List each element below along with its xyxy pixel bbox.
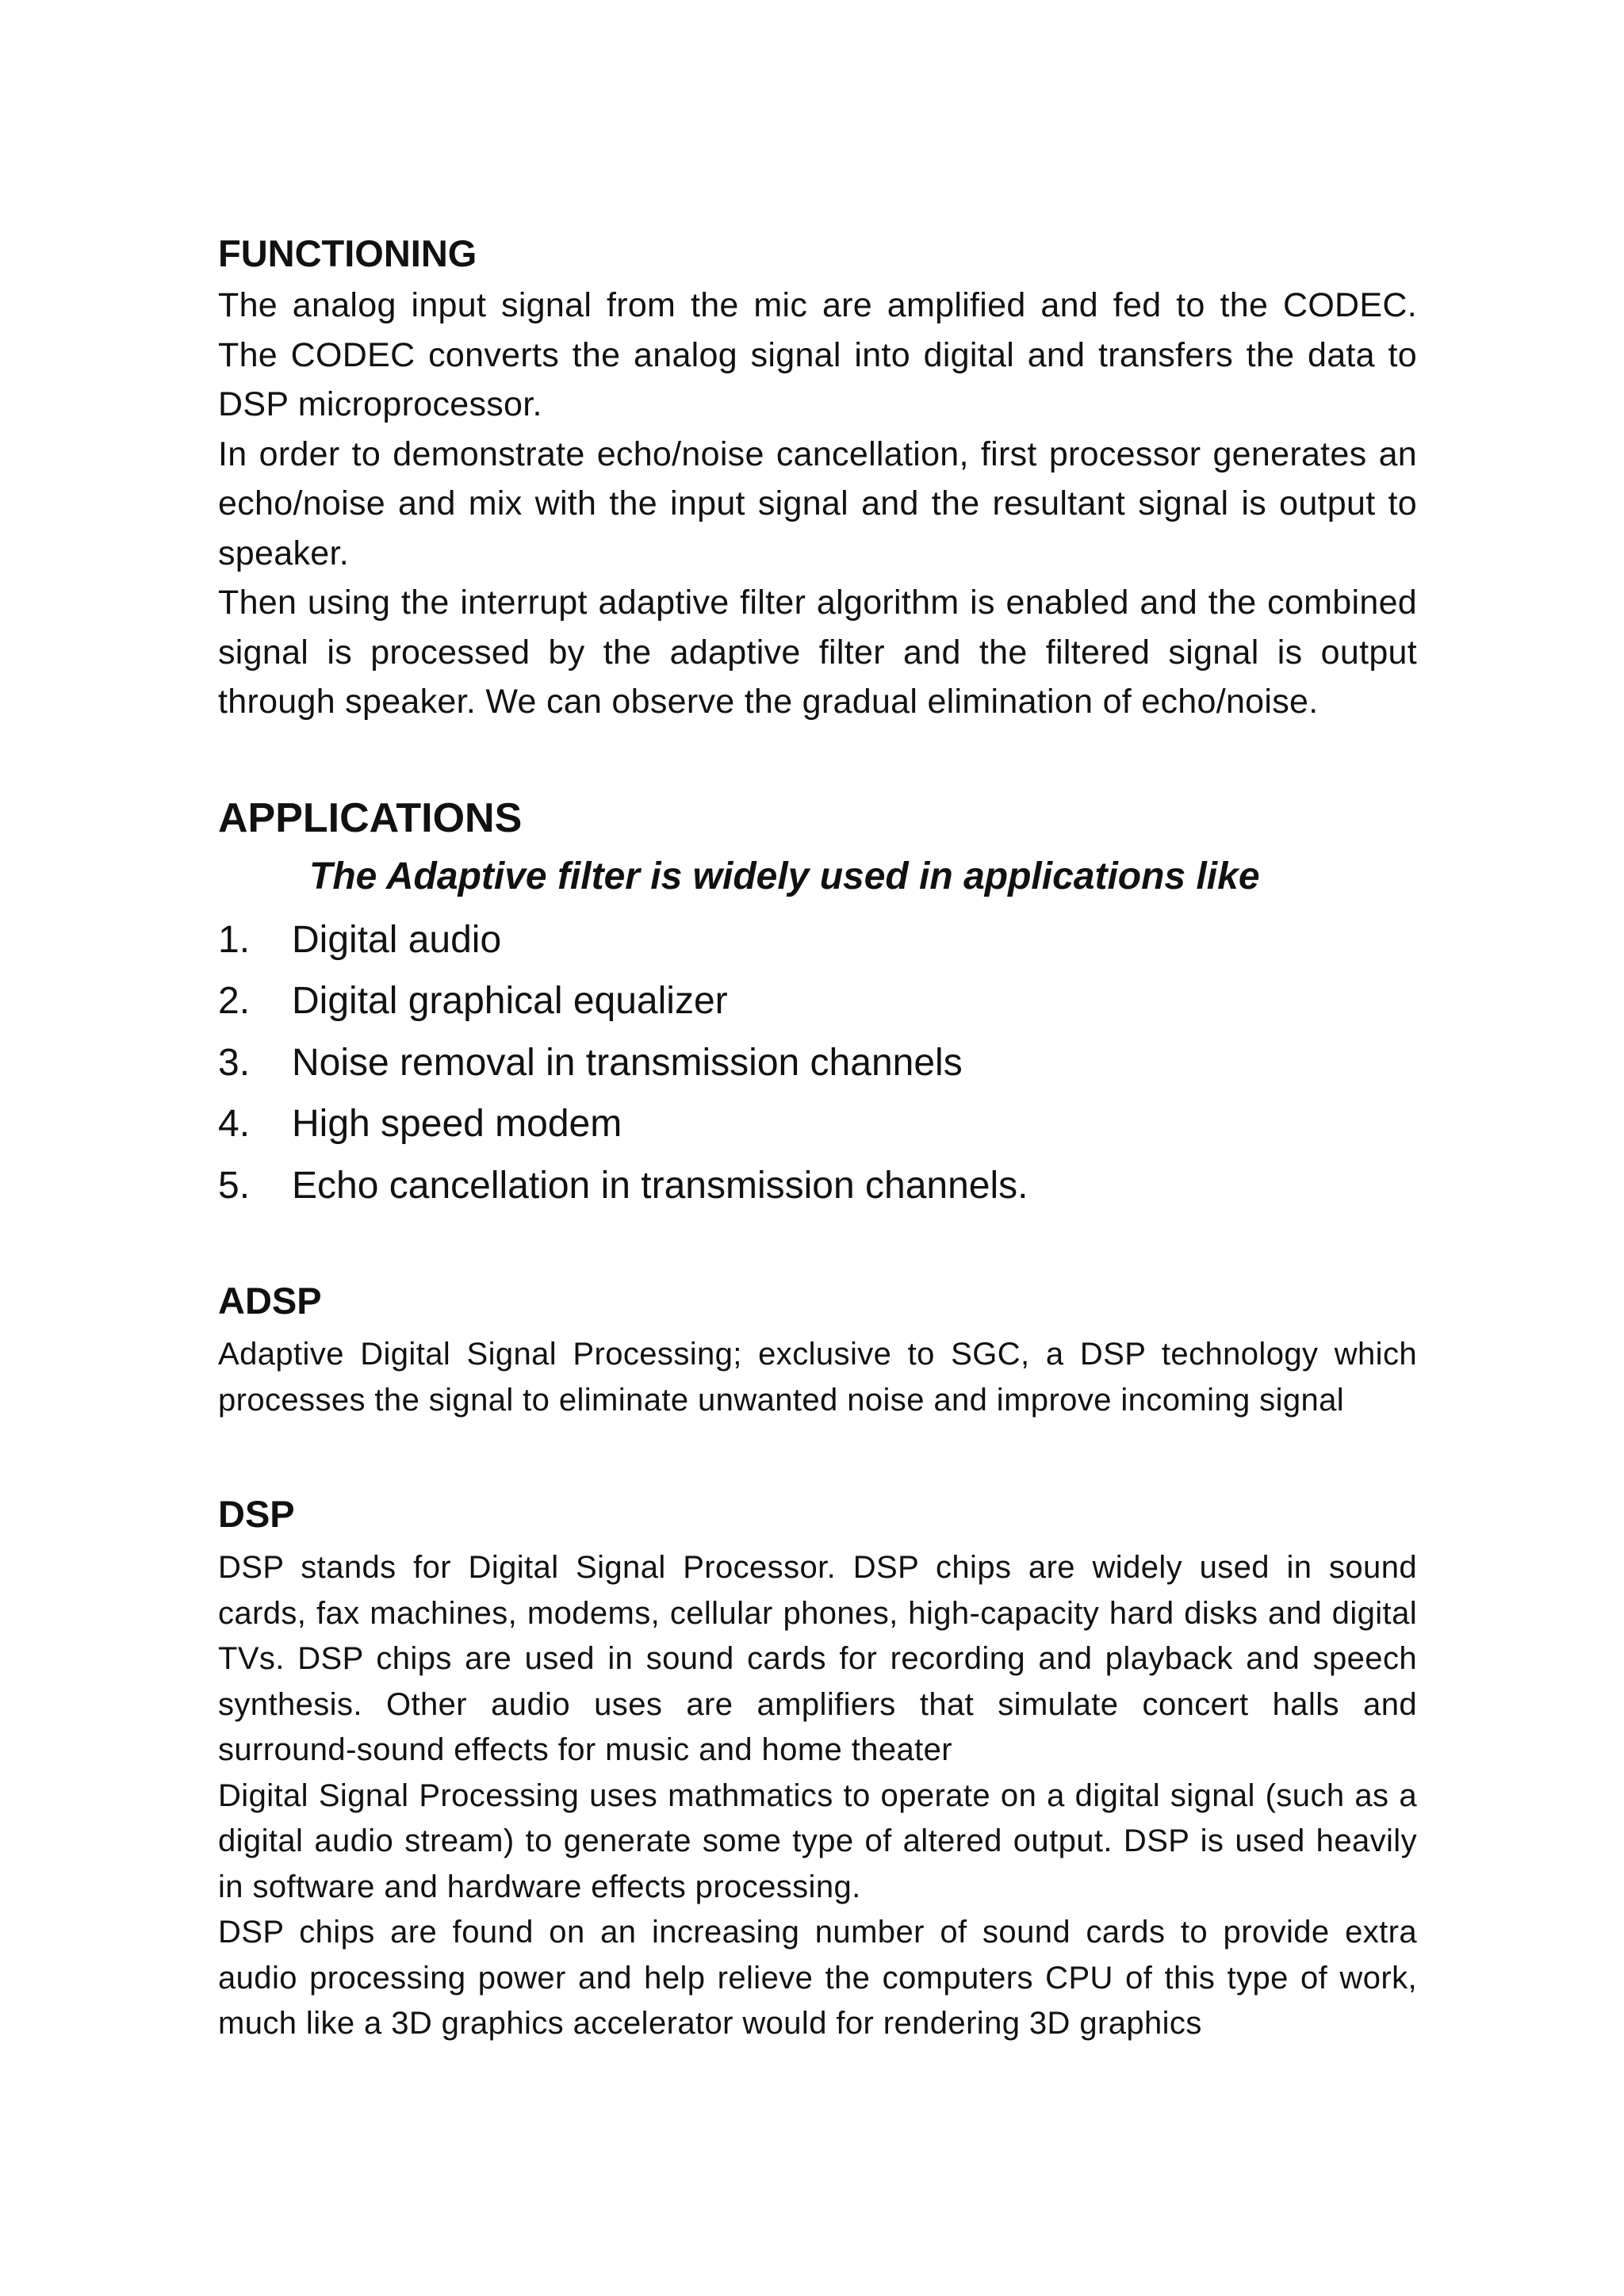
list-item-number: 1.	[218, 918, 251, 961]
dsp-paragraph-1: DSP stands for Digital Signal Processor. DSP chips are widely used in sound cards, fax machines, modems, cellular phones, high-capacity hard disks and digital TVs. DSP chips are used in sound cards for recording and playback and speech synthesis. Other audio uses are amplifiers that simulate concert halls and surround-sound effects for music and home theater	[218, 1550, 1417, 1767]
dsp-section	[218, 1490, 1417, 2047]
dsp-paragraph-2: Digital Signal Processing uses mathmatics to operate on a digital signal (such as a digital audio stream) to generate some type of altered output. DSP is used heavily in software and hardware effects processing.	[218, 1777, 1417, 1904]
applications-section	[218, 790, 1417, 1217]
list-item-number: 3.	[218, 1041, 251, 1084]
adsp-section	[218, 1276, 1417, 1423]
list-item-number: 5.	[218, 1164, 251, 1207]
list-item	[218, 970, 1417, 1032]
list-item	[218, 1032, 1417, 1094]
list-item-text: Digital graphical equalizer	[292, 980, 728, 1022]
document-page	[218, 230, 1417, 2047]
list-item-text: Echo cancellation in transmission channels.	[292, 1164, 1028, 1207]
adsp-paragraph: Adaptive Digital Signal Processing; exclusive to SGC, a DSP technology which processes the signal to eliminate unwanted noise and improve incoming signal	[218, 1337, 1417, 1418]
functioning-section	[218, 230, 1417, 727]
applications-heading: APPLICATIONS	[218, 794, 523, 841]
list-item-text: Noise removal in transmission channels	[292, 1041, 963, 1084]
list-item	[218, 1155, 1417, 1217]
list-item	[218, 909, 1417, 971]
applications-list	[218, 909, 1417, 1217]
list-item	[218, 1093, 1417, 1155]
applications-intro: The Adaptive filter is widely used in applications like	[309, 855, 1260, 897]
list-item-text: High speed modem	[292, 1103, 622, 1145]
adsp-heading: ADSP	[218, 1280, 322, 1322]
functioning-paragraph-1: The analog input signal from the mic are amplified and fed to the CODEC. The CODEC converts the analog signal into digital and transfers the data to DSP microprocessor.	[218, 286, 1417, 423]
dsp-heading: DSP	[218, 1493, 295, 1535]
list-item-text: Digital audio	[292, 918, 502, 961]
functioning-paragraph-2: In order to demonstrate echo/noise cancellation, first processor generates an echo/noise and mix with the input signal and the resultant signal is output to speaker.	[218, 434, 1417, 572]
functioning-heading: FUNCTIONING	[218, 232, 477, 274]
dsp-paragraph-3: DSP chips are found on an increasing number of sound cards to provide extra audio processing power and help relieve the computers CPU of this type of work, much like a 3D graphics accelerator would for rendering 3D graphics	[218, 1915, 1417, 2041]
list-item-number: 4.	[218, 1103, 251, 1145]
list-item-number: 2.	[218, 980, 251, 1022]
functioning-paragraph-3: Then using the interrupt adaptive filter algorithm is enabled and the combined signal is processed by the adaptive filter and the filtered signal is output through speaker. We can observe the gradual elimination of echo/noise.	[218, 584, 1417, 721]
